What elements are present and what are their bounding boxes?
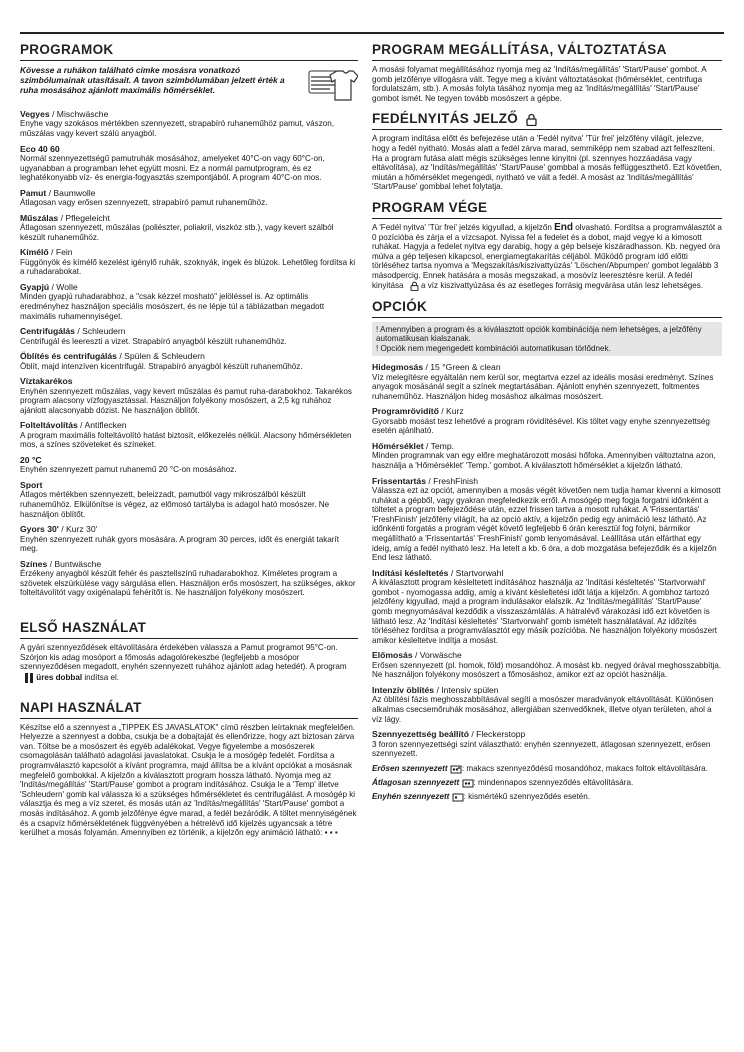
- programs-heading: PROGRAMOK: [20, 42, 358, 61]
- daily-use-text: [20, 723, 358, 838]
- program-item-name-de: / Buntwäsche: [49, 558, 102, 569]
- program-item-text: Érzékeny anyagból készült fehér és pasztellszínű ruhadarabokhoz. Kíméletes program a szövetek elszürkülése vagy sárgulása ellen. Használjon erős mosószert, ha szükséges, akkor folteltávolítót vagy oxigénalapú fehérítőt is. Ne használjon folyékony mosószert.: [20, 569, 356, 598]
- program-item: [20, 420, 358, 450]
- option-item-name-de: / Intensiv spülen: [436, 684, 499, 695]
- soil-level-item: [372, 792, 722, 802]
- program-item-name: Kímélő: [20, 247, 49, 258]
- program-item-text: Centrifugál és leereszti a vizet. Strapabíró anyagból készült ruhaneműhöz.: [20, 336, 287, 346]
- program-item-name: Centrifugálás: [20, 326, 75, 337]
- options-note-box: [372, 322, 722, 357]
- option-item: [372, 729, 722, 759]
- program-item-text: Átlagos mértékben szennyezett, beleizzadt, pamutból vagy mikroszálból készült ruhaneműhöz. Elkülönítse is végez, az előmosó tartályba is adagol ható mosószer. Ne használjon öblítőt.: [20, 490, 330, 519]
- program-item-name: Folteltávolítás: [20, 420, 78, 431]
- soil-level-label: Átlagosan szennyezett: [372, 777, 460, 787]
- program-item-text: Enyhe vagy szokásos mértékben szennyezett, strapabíró ruhaneműhöz pamut, vászon, műszálas vagy kevert szálú anyagból.: [20, 119, 335, 138]
- program-item-text: Enyhén szennyezett pamut ruhanemű 20 °C-on mosásához.: [20, 465, 237, 475]
- soil-level-list: [372, 764, 722, 802]
- soil-medium-icon: [462, 778, 474, 788]
- soil-level-text: : mindennapos szennyeződés eltávolítására.: [473, 777, 634, 787]
- pause-symbol-icon: [24, 672, 34, 684]
- program-item-title: [20, 455, 358, 465]
- stop-heading: PROGRAM MEGÁLLÍTÁSA, VÁLTOZTATÁSA: [372, 42, 722, 61]
- program-item-name-de: / Pflegeleicht: [60, 212, 110, 223]
- option-item-name-de: / Temp.: [425, 441, 455, 452]
- program-item-title: [20, 351, 358, 361]
- option-item-name: Intenzív öblítés: [372, 684, 435, 695]
- animation-glyph: ▪ ▪ ▪: [324, 828, 338, 838]
- program-item-name-de: / Mischwäsche: [52, 109, 109, 119]
- option-item-name-de: / Fleckerstopp: [471, 729, 526, 740]
- option-item-text: Víz melegítésre egyáltalán nem kerül sor, megtartva ezzel az ideális mosási eredményt. Színes anyagok mosásánál segít a színek megtartásában. Ajánlott enyhén szennyezett, foltmentes ruhaneműhöz. Használjon hideg mosáshoz alkalmas mosószert.: [372, 372, 714, 401]
- option-item-title: [372, 650, 722, 660]
- end-display-glyph: End: [554, 221, 573, 233]
- option-item-name: Előmosás: [372, 650, 413, 661]
- option-item-title: [372, 362, 722, 372]
- end-text-b: olvasható. Fordítsa a programválasztót a 0 pozícióba és zárja el a vízcsapot. Nyissa fel a fedelet és a dobot, majd vegye ki a kimosott ruhákat. Hagyja a fedelet nyitva egy darabig, hogy a gép belseje kiszáradhasson. Kb. negyed óra múlva a gép teljesen kikapcsol, energiamegtakarítás céljából. Működő program idő előtti törléséhez tartsa nyomva a 'Megszakítás/kiszivattyúzás' 'Löschen/Abpumpen' gombot legalább 3 másodpercig. Ennek hatására a mosás megszakad, a mosóvíz leeresztésre kerül. A fedél kinyitása: [372, 222, 722, 290]
- option-item-title: [372, 441, 722, 451]
- program-item-name-de: / Schleudern: [77, 326, 126, 337]
- stop-text: A mosási folyamat megállításához nyomja meg az 'Indítás/megállítás' 'Start/Pause' gombot. A gomb jelzőfénye villogásra vált. Tegye meg a kívánt változtatásokat (hőmérséklet, centrifuga fordulatszám, stb.). A mosás folyta tásához nyomja meg az 'Indítás/megállítás' 'Start/Pause' gombot ismét. Ne tegyen tovább mosószert a gépbe.: [372, 65, 707, 103]
- program-item-name-de: / Spülen & Schleudern: [119, 351, 205, 362]
- option-item-text: Az öblítési fázis meghosszabbításával segíti a mosószer maradványok eltávolítását. Különösen alkalmas csecsemőruhák mosásához, allergiában szenvedőknek, illetve olyan területen, ahol a víz lágy.: [372, 695, 714, 724]
- program-item: [20, 109, 358, 139]
- program-item-name-de: / Fein: [51, 247, 73, 258]
- program-item-name: Gyors 30': [20, 524, 59, 535]
- soil-level-label: Erősen szennyezett: [372, 763, 448, 773]
- program-item: [20, 480, 358, 519]
- soil-level-text: : kismértékű szennyeződés esetén.: [463, 791, 591, 801]
- daily-use-heading: NAPI HASZNÁLAT: [20, 700, 358, 719]
- program-item-text: Minden gyapjú ruhadarabhoz, a "csak kézzel mosható" jelöléssel is. Az optimális eredményhez használjon speciális mosószert, és ne lépje túl a táblázatban megadott maximális ruhamennyiséget.: [20, 292, 325, 321]
- program-item-text: Függönyök és kímélő kezelést igénylő ruhák, szoknyák, ingek és blúzok. Lehetőleg fordítsa ki a ruhadarabokat.: [20, 257, 356, 277]
- program-item-title: [20, 376, 358, 386]
- lid-heading: [372, 111, 722, 130]
- program-item-text: Öblít, majd intenzíven kicentrifugál. Strapabíró anyagból készült ruhaneműhöz.: [20, 361, 303, 371]
- options-note-1: ! Amennyiben a program és a kiválasztott opciók kombinációja nem lehetséges, a jelzőfény automatikusan kialszanak.: [376, 324, 702, 344]
- program-item-text: Enyhén szennyezett ruhák gyors mosására. A program 30 perces, időt és energiát takarít meg.: [20, 534, 339, 554]
- option-item-name: Hidegmosás: [372, 362, 424, 373]
- program-item: [20, 559, 358, 598]
- soil-level-item: [372, 778, 722, 788]
- program-item: [20, 524, 358, 554]
- program-item-name: Eco 40 60: [20, 143, 60, 154]
- program-item-title: [20, 213, 358, 223]
- end-heading: PROGRAM VÉGE: [372, 200, 722, 219]
- lock-small-icon: [410, 281, 419, 291]
- first-use-heading: ELSŐ HASZNÁLAT: [20, 620, 358, 639]
- soil-heavy-icon: [450, 764, 462, 774]
- program-item-text: Átlagosan vagy erősen szennyezett, strapabíró pamut ruhaneműhöz.: [20, 198, 268, 208]
- option-item-title: [372, 568, 722, 578]
- option-item: [372, 685, 722, 724]
- options-heading: OPCIÓK: [372, 299, 722, 318]
- program-item-text: Átlagosan szennyezett, műszálas (poliészter, poliakril, viszkóz stb.), vagy kevert szálból készült ruhaneműhöz.: [20, 223, 334, 242]
- program-item-title: [20, 420, 358, 430]
- end-text-c: a víz kiszivattyúzása és az esetleges forrásig megvárása után lesz lehetséges.: [421, 280, 704, 290]
- program-item-name: Víztakarékos: [20, 376, 73, 387]
- program-item-title: [20, 524, 358, 534]
- program-item: [20, 455, 358, 475]
- program-item: [20, 144, 358, 183]
- program-item-title: [20, 480, 358, 490]
- option-item: [372, 441, 722, 471]
- program-item-title: [20, 326, 358, 336]
- option-item-title: [372, 729, 722, 739]
- program-item-text: A program maximális folteltávolító hatást biztosít, előkezelés nélkül. Alacsony hőmérsékleten mos, a színes szöveteket és színeket.: [20, 430, 352, 450]
- option-item-name: Hőmérséklet: [372, 441, 424, 452]
- daily-use-body: Készítse elő a szennyest a „TIPPEK ÉS JAVASLATOK" című részben leírtaknak megfelelően. Helyezze a szennyest a dobba, csukja be a dobajtaját és ellenőrizze, hogy azt biztosan zárva van. Töltse be a mosószert és egyéb adalékokat. Vegye figyelembe a mosószerek csomagolásán található adagolási javaslatokat. Csukja le a mosógép fedelét. Fordítsa a programválasztó kapcsolót a kívánt programra, majd állítsa be a kívánt opciókat a mosásnak megfelelő gombokkal. A kijelzőn a kiválasztott program hossza látható. Nyomja meg az 'Indítás/megállítás' 'Start/Pause' gombot a program indításához. Csukja le a 'Temp' illetve 'Schleudern' gomb kal válassza ki a szükséges hőmérsékletet és centrifugálást. A mosógép ki választja és meg a víz szeret, és mosás után az 'Indítás/megállítás' 'Start/Pause' gombot a mosás indításához. A gomb jelzőfénye égve marad, a fedél bezáródik. A töltet mennyiségének és a csapvíz hőmérsékletének függvényében a hétrelévő idő kijelzés ugyancsak a tétre kerülhet a mosás folyamán. Amennyiben ez történik, a kijelzőn egy animáció látható:: [20, 722, 357, 838]
- program-item-name-de: / Kurz 30': [61, 524, 98, 535]
- program-item-text: Enyhén szennyezett műszálas, vagy kevert műszálas és pamut ruha-darabokhoz. Takarékos program alacsony vízfogyasztással. Használjon folyékony mosószert, a 2,5 kg ruhához ajánlott alacsonyabb dózist. Ne használjon öblítőt.: [20, 386, 352, 415]
- program-item-name-de: / Baumwolle: [48, 187, 96, 198]
- option-item-title: [372, 476, 722, 486]
- program-item-name-de: / Wolle: [51, 281, 78, 292]
- top-rule: [20, 32, 724, 34]
- option-item-text: Gyorsabb mosást tesz lehetővé a program rövidítésével. Kis töltet vagy enyhe szennyezettség esetén ajánlható.: [372, 416, 710, 436]
- option-item: [372, 406, 722, 436]
- program-item-name: Öblítés és centrifugálás: [20, 351, 117, 362]
- option-item: [372, 650, 722, 680]
- end-text-a: A 'Fedél nyitva' 'Tür frei' jelzés kigyullad, a kijelzőn: [372, 222, 552, 232]
- program-list: [20, 109, 358, 598]
- program-item-title: [20, 282, 358, 292]
- program-item-name: Színes: [20, 558, 48, 569]
- program-item-title: [20, 109, 358, 119]
- program-item-name-de: / Antiflecken: [80, 420, 127, 431]
- soil-level-label: Enyhén szennyezett: [372, 791, 450, 801]
- program-item-name: Műszálas: [20, 212, 59, 223]
- first-use-text-b: indítsa el.: [84, 672, 120, 682]
- program-item-name: Sport: [20, 479, 43, 490]
- option-item-name: Frissentartás: [372, 475, 426, 486]
- option-item-name-de: / Vorwäsche: [415, 650, 462, 661]
- option-item-name-de: / Startvorwahl: [450, 567, 504, 578]
- option-item-text: Erősen szennyezett (pl. homok, föld) mosandóhoz. A mosást kb. negyed órával meghosszabbítja. Ne használjon folyékony mosószert a főmosáshoz, amikor ezt az opciót használja.: [372, 660, 722, 680]
- option-item-name-de: / 15 °Green & clean: [425, 362, 501, 373]
- option-item-name: Szennyezettség beállító: [372, 729, 469, 740]
- lock-icon: [526, 113, 537, 126]
- program-item: [20, 376, 358, 415]
- option-item-text: 3 foron szennyezettségi szint választható: enyhén szennyezett, átlagosan szennyezett, erősen szennyezett.: [372, 739, 711, 759]
- program-item-title: [20, 247, 358, 257]
- option-list: [372, 362, 722, 758]
- first-use-strong: üres dobbal: [36, 672, 83, 682]
- soil-level-item: [372, 764, 722, 774]
- program-item-title: [20, 559, 358, 569]
- option-item-name-de: / Kurz: [441, 406, 464, 417]
- program-item: [20, 326, 358, 346]
- program-item-title: [20, 188, 358, 198]
- option-item-title: [372, 685, 722, 695]
- program-item-title: [20, 144, 358, 154]
- first-use-text: [20, 643, 358, 684]
- option-item: [372, 568, 722, 646]
- tshirt-care-label-icon: [308, 65, 358, 105]
- program-item: [20, 213, 358, 243]
- soil-light-icon: [452, 792, 464, 802]
- program-item-text: Normál szennyezettségű pamutruhák mosásához, amelyeket 40°C-on vagy 60°C-on, ugyanabban a programban lehet együtt mosni. Ez a normál pamutprogram, és ez leghatékonyabb víz- és energia-fogyasztás szempontjából. A program 40°C-on mos.: [20, 154, 325, 183]
- program-item-name: 20 °C: [20, 454, 42, 465]
- option-item-text: Minden programnak van egy előre meghatározott mosási hőfoka. Amennyiben változtatna azon, használja a 'Hőmérséklet' 'Temp.' gombot. A kiválasztott hőmérséklet a kijelzőn látható.: [372, 451, 716, 471]
- options-note-2: ! Opciók nem megengedett kombinációi automatikusan törlődnek.: [376, 343, 611, 353]
- right-column: [372, 42, 722, 806]
- left-column: [20, 42, 358, 842]
- program-item: [20, 188, 358, 208]
- program-item: [20, 351, 358, 371]
- first-use-text-a: A gyári szennyeződések eltávolítására érdekében válassza a Pamut programot 95°C-on. Szórjon kis adag mosóport a főmosás adagolórekeszbe (legfeljebb a mosópor szennyeződésen megadott, enyhén szennyezett ruhához ajánlott adag hetedét). A program: [20, 642, 347, 672]
- program-item-name: Gyapjú: [20, 281, 50, 292]
- program-item: [20, 247, 358, 277]
- program-item: [20, 282, 358, 321]
- option-item-title: [372, 406, 722, 416]
- program-item-name: Pamut: [20, 187, 47, 198]
- program-item-name: Vegyes: [20, 109, 50, 119]
- option-item-text: A kiválasztott program késleltetett indításához használja az 'Indítási késleltetés' 'Startvorwahl' gombot - nyomogassa addig, amíg a kívánt késleltetési időt látja a kijelzőn. A gombhoz tartozó jelzőfény kigyullad, majd a program indulásakor elalszik. Az 'Indítás/megállítás' 'Start/Pause' gomb megnyomásával kezdődik a visszaszámlálás. A hátralévő várakozási idő ezt követően is látható lesz. Az 'Indítási késleltetés' 'Startvorwahl' gomb ismételt használatával. Az időzítés törléséhez fordítsa a programválasztót egy másik pozícióba. Ne használjon folyékony mosószert amikor késleltetve indítja a mosást.: [372, 578, 718, 645]
- option-item-name: Programrövidítő: [372, 406, 439, 417]
- option-item: [372, 362, 722, 401]
- option-item: [372, 476, 722, 563]
- programs-intro: [20, 65, 358, 105]
- option-item-text: Válassza ezt az opciót, amennyiben a mosás végét követően nem tudja hamar kivenni a kimosott ruhákat a gépből, vagy gyakran megfeledkezik erről. A mosógép meg fogja forgatni időnként a töltetet a program befejeződése után, ezzel frissen tartva a mosott ruhákat. A 'Frissentartás' 'FreshFinish' jelzőfény világít, ha az opció aktív, a kijelzőn pedig egy animáció lesz látható. Az időnkénti forgatás a program végét követő legfeljebb 6 órán keresztül fog folyni, bármikor megállítható a 'Frissentartás' 'FreshFinish' gomb lenyomásával. Leállítása után elfárthat egy ideig, amíg a fedél nyitható lesz. Ha letelt a kb. 6 óra, a dob mozgatása befejeződik és a kijelzőn End lesz látható.: [372, 486, 721, 563]
- soil-level-text: : makacs szennyeződésű mosandóhoz, makacs foltok eltávolítására.: [461, 763, 708, 773]
- lid-text: A program indítása előtt és befejezése után a 'Fedél nyitva' 'Tür frei' jelzőfény világít, jelezve, hogy a fedél nyitható. Mosás alatt a fedél zárva marad, semmiképp nem szabad azt felfeszíteni. Ha a program futása alatt mégis szükséges lenne kinyitni (pl. szennyes hozzáadása vagy eltávolítása), az 'Indítás/megállítás' 'Start/Pause' gombbal a mosás felfüggeszthető. Ezt követően, miután a hőmérséklet megengedi, nyitható ve vált a fedél. A mosást az 'Indítás/megállítás' 'Start/Pause' gombbal lehet folytatja.: [372, 134, 722, 192]
- option-item-name: Indítási késleltetés: [372, 567, 449, 578]
- end-text: [372, 223, 722, 291]
- lid-heading-text: FEDÉLNYITÁS JELZŐ: [372, 111, 519, 127]
- programs-intro-text: Kövesse a ruhákon található címke mosásra vonatkozó szimbólumainak utasításait. A tavon szimbólumában jelzett érték a ruha mosásához ajánlott maximális hőmérséklet.: [20, 65, 285, 95]
- option-item-name-de: / FreshFinish: [428, 475, 479, 486]
